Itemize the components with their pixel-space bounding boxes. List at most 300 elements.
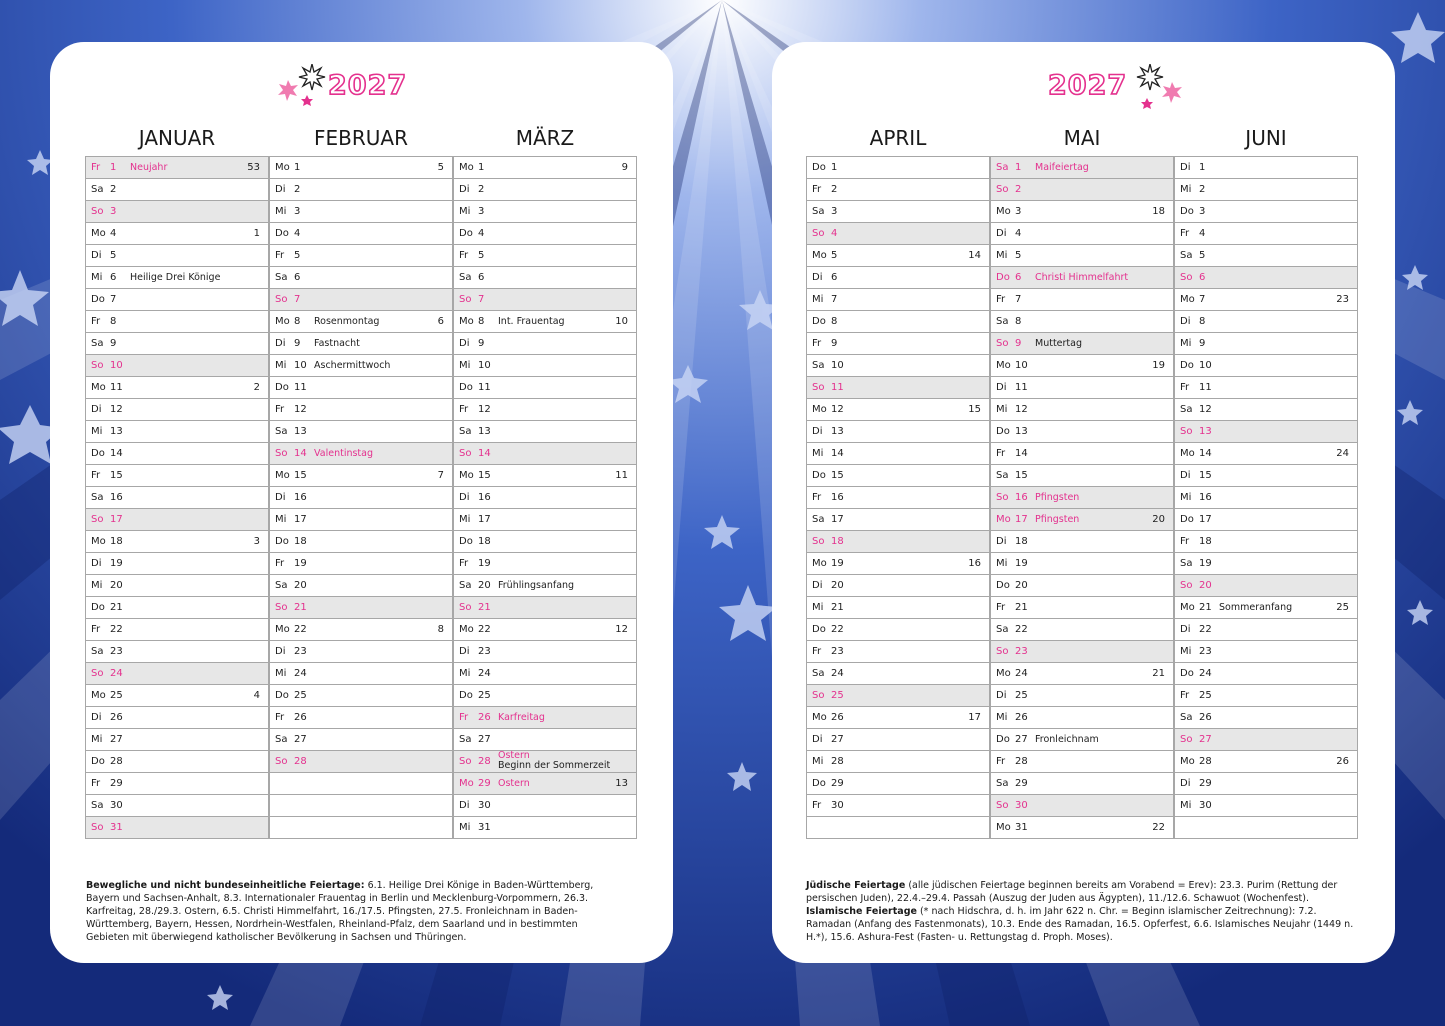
day-row <box>806 574 990 597</box>
day-row <box>85 332 269 355</box>
day-number: 26 <box>294 712 307 723</box>
day-row <box>85 200 269 223</box>
event-text: Karfreitag <box>498 712 545 723</box>
day-row <box>1174 288 1358 311</box>
day-row <box>990 750 1174 773</box>
day-number: 23 <box>1199 646 1212 657</box>
empty-row <box>1174 816 1358 839</box>
weekday: Mo <box>812 404 827 415</box>
weekday: Mo <box>996 360 1011 371</box>
day-row <box>453 530 637 553</box>
week-number: 18 <box>1152 206 1165 217</box>
week-number: 3 <box>253 536 260 547</box>
day-row <box>85 266 269 289</box>
footnote-islamic-text: (* nach Hidschra, d. h. im Jahr 622 n. Chr. = Beginn islamischer Zeitrechnung): 7.2. Ramadan (Anfang des Fastenmonats), 10.3. Ende des Ramadan, 16.5. Opferfest, 6.6. Islamisches Neujahr (1449 n. H.*), 15.6. Ashura-Fest (Fasten- u. Rettungstag d. Proph. Moses). <box>806 906 1354 943</box>
weekday: Do <box>275 382 289 393</box>
day-number: 30 <box>1199 800 1212 811</box>
week-number: 6 <box>437 316 444 327</box>
weekday: Mi <box>459 514 471 525</box>
weekday: Sa <box>91 338 104 349</box>
week-number: 13 <box>615 778 628 789</box>
day-number: 25 <box>294 690 307 701</box>
weekday: Fr <box>275 712 285 723</box>
empty-row <box>269 772 453 795</box>
weekday: Fr <box>91 624 101 635</box>
day-row <box>85 398 269 421</box>
day-row <box>269 442 453 465</box>
day-number: 15 <box>1199 470 1212 481</box>
day-number: 23 <box>1015 646 1028 657</box>
weekday: Mi <box>1180 646 1192 657</box>
day-row <box>269 156 453 179</box>
weekday: Mo <box>91 690 106 701</box>
day-row <box>990 530 1174 553</box>
day-row <box>806 222 990 245</box>
event-text: Int. Frauentag <box>498 316 565 327</box>
event-text: Valentinstag <box>314 448 373 459</box>
day-row <box>85 772 269 795</box>
day-number: 28 <box>294 756 307 767</box>
weekday: Di <box>1180 316 1191 327</box>
day-number: 29 <box>478 778 491 789</box>
weekday: So <box>91 206 104 217</box>
day-row <box>85 728 269 751</box>
day-row <box>806 376 990 399</box>
weekday: Mo <box>1180 602 1195 613</box>
weekday: Sa <box>1180 558 1193 569</box>
day-number: 16 <box>110 492 123 503</box>
day-row <box>85 244 269 267</box>
star-decoration-icon <box>1132 64 1190 112</box>
day-number: 8 <box>831 316 838 327</box>
day-row <box>453 794 637 817</box>
day-row <box>453 772 637 795</box>
week-number: 1 <box>253 228 260 239</box>
day-number: 16 <box>831 492 844 503</box>
day-row <box>269 684 453 707</box>
day-number: 27 <box>110 734 123 745</box>
day-number: 7 <box>1015 294 1022 305</box>
day-row <box>990 728 1174 751</box>
day-row <box>990 706 1174 729</box>
day-row <box>990 200 1174 223</box>
day-row <box>990 266 1174 289</box>
day-number: 30 <box>110 800 123 811</box>
weekday: Do <box>1180 360 1194 371</box>
weekday: Fr <box>1180 690 1190 701</box>
empty-row <box>269 794 453 817</box>
day-number: 6 <box>478 272 485 283</box>
weekday: So <box>812 690 825 701</box>
day-number: 13 <box>1199 426 1212 437</box>
day-number: 29 <box>831 778 844 789</box>
calendar-page-left <box>50 42 673 963</box>
weekday: So <box>1180 426 1193 437</box>
weekday: Do <box>812 778 826 789</box>
weekday: Do <box>275 228 289 239</box>
week-number: 19 <box>1152 360 1165 371</box>
weekday: Sa <box>996 470 1009 481</box>
day-number: 24 <box>478 668 491 679</box>
weekday: So <box>996 800 1009 811</box>
month-title: APRIL <box>869 126 927 150</box>
day-row <box>1174 200 1358 223</box>
day-number: 1 <box>1015 162 1022 173</box>
weekday: Fr <box>996 294 1006 305</box>
footnote-jewish-title: Jüdische Feiertage <box>806 880 906 891</box>
weekday: Sa <box>91 800 104 811</box>
weekday: Mi <box>91 272 103 283</box>
weekday: Mo <box>91 536 106 547</box>
day-number: 12 <box>1199 404 1212 415</box>
weekday: So <box>91 360 104 371</box>
day-number: 4 <box>294 228 301 239</box>
weekday: Fr <box>459 558 469 569</box>
day-row <box>1174 596 1358 619</box>
day-number: 3 <box>1015 206 1022 217</box>
week-number: 10 <box>615 316 628 327</box>
day-row <box>1174 398 1358 421</box>
weekday: Do <box>459 536 473 547</box>
week-number: 22 <box>1152 822 1165 833</box>
day-number: 6 <box>831 272 838 283</box>
week-number: 23 <box>1336 294 1349 305</box>
weekday: Fr <box>275 558 285 569</box>
day-row <box>85 442 269 465</box>
weekday: Sa <box>91 646 104 657</box>
month-column <box>990 157 1174 839</box>
week-number: 8 <box>437 624 444 635</box>
event-label <box>130 162 167 173</box>
day-row <box>1174 332 1358 355</box>
weekday: So <box>275 602 288 613</box>
weekday: Fr <box>812 800 822 811</box>
event-text: Sommeranfang <box>1219 602 1293 613</box>
day-row <box>85 618 269 641</box>
month-title: JUNI <box>1245 126 1287 150</box>
weekday: Fr <box>91 316 101 327</box>
day-number: 15 <box>478 470 491 481</box>
day-number: 1 <box>1199 162 1206 173</box>
weekday: Di <box>996 228 1007 239</box>
day-row <box>269 508 453 531</box>
weekday: Fr <box>91 470 101 481</box>
day-row <box>453 508 637 531</box>
weekday: Do <box>996 272 1010 283</box>
weekday: Sa <box>459 426 472 437</box>
weekday: Mi <box>459 360 471 371</box>
week-number: 16 <box>968 558 981 569</box>
weekday: Mo <box>459 470 474 481</box>
day-number: 28 <box>1015 756 1028 767</box>
weekday: Di <box>996 536 1007 547</box>
weekday: Di <box>275 646 286 657</box>
day-number: 22 <box>1015 624 1028 635</box>
weekday: Mi <box>91 426 103 437</box>
day-number: 30 <box>1015 800 1028 811</box>
weekday: Di <box>91 712 102 723</box>
day-row <box>269 420 453 443</box>
weekday: Fr <box>459 404 469 415</box>
day-row <box>269 552 453 575</box>
day-row <box>453 728 637 751</box>
day-number: 16 <box>294 492 307 503</box>
weekday: Fr <box>812 492 822 503</box>
day-row <box>269 530 453 553</box>
weekday: Mo <box>1180 756 1195 767</box>
day-row <box>269 706 453 729</box>
weekday: Sa <box>1180 404 1193 415</box>
day-row <box>990 332 1174 355</box>
day-row <box>85 376 269 399</box>
weekday: So <box>996 184 1009 195</box>
weekday: Sa <box>812 668 825 679</box>
day-number: 11 <box>1015 382 1028 393</box>
event-label <box>1035 272 1128 283</box>
day-row <box>990 508 1174 531</box>
day-number: 4 <box>110 228 117 239</box>
weekday: Di <box>275 338 286 349</box>
day-row <box>990 442 1174 465</box>
star-decoration-icon <box>272 64 330 112</box>
day-number: 18 <box>294 536 307 547</box>
day-number: 4 <box>831 228 838 239</box>
day-number: 5 <box>294 250 301 261</box>
day-number: 20 <box>110 580 123 591</box>
day-row <box>85 816 269 839</box>
weekday: Mi <box>996 250 1008 261</box>
day-number: 10 <box>294 360 307 371</box>
month-title: FEBRUAR <box>314 126 408 150</box>
event-label <box>314 448 373 459</box>
weekday: So <box>91 822 104 833</box>
weekday: Do <box>459 228 473 239</box>
day-number: 23 <box>831 646 844 657</box>
day-number: 24 <box>294 668 307 679</box>
day-number: 20 <box>1199 580 1212 591</box>
weekday: Do <box>1180 668 1194 679</box>
day-row <box>453 706 637 729</box>
weekday: Mi <box>996 404 1008 415</box>
day-row <box>85 178 269 201</box>
day-row <box>990 662 1174 685</box>
weekday: Di <box>275 492 286 503</box>
day-number: 16 <box>478 492 491 503</box>
day-row <box>806 684 990 707</box>
day-row <box>269 574 453 597</box>
day-number: 13 <box>478 426 491 437</box>
day-number: 27 <box>1015 734 1028 745</box>
day-number: 31 <box>1015 822 1028 833</box>
event-text: Fronleichnam <box>1035 734 1099 745</box>
day-number: 27 <box>294 734 307 745</box>
weekday: Di <box>812 426 823 437</box>
weekday: Do <box>812 470 826 481</box>
event-text: Ostern <box>498 750 530 761</box>
day-row <box>1174 728 1358 751</box>
day-row <box>85 750 269 773</box>
day-row <box>453 178 637 201</box>
day-row <box>1174 706 1358 729</box>
day-number: 17 <box>110 514 123 525</box>
weekday: So <box>1180 580 1193 591</box>
day-number: 17 <box>1199 514 1212 525</box>
day-row <box>806 156 990 179</box>
weekday: Fr <box>1180 228 1190 239</box>
day-number: 7 <box>294 294 301 305</box>
day-number: 21 <box>1199 602 1212 613</box>
day-number: 13 <box>831 426 844 437</box>
day-row <box>269 310 453 333</box>
weekday: Mo <box>91 382 106 393</box>
day-number: 15 <box>1015 470 1028 481</box>
day-number: 17 <box>831 514 844 525</box>
week-number: 11 <box>615 470 628 481</box>
weekday: Mi <box>1180 800 1192 811</box>
day-row <box>85 706 269 729</box>
weekday: Fr <box>812 646 822 657</box>
day-row <box>453 662 637 685</box>
day-number: 29 <box>110 778 123 789</box>
day-row <box>85 354 269 377</box>
weekday: Di <box>812 580 823 591</box>
day-number: 17 <box>478 514 491 525</box>
month-column <box>85 157 269 839</box>
weekday: Di <box>812 272 823 283</box>
day-number: 8 <box>294 316 301 327</box>
month-column <box>453 157 637 839</box>
day-row <box>269 332 453 355</box>
weekday: Mi <box>812 602 824 613</box>
event-text: Pfingsten <box>1035 492 1080 503</box>
event-label <box>498 316 565 327</box>
day-row <box>85 310 269 333</box>
weekday: Sa <box>1180 712 1193 723</box>
weekday: So <box>1180 734 1193 745</box>
weekday: Sa <box>812 360 825 371</box>
day-row <box>806 442 990 465</box>
weekday: Mo <box>996 668 1011 679</box>
day-row <box>806 596 990 619</box>
weekday: Mo <box>996 514 1011 525</box>
day-number: 7 <box>831 294 838 305</box>
year-label: 2027 <box>328 70 408 101</box>
day-number: 6 <box>1015 272 1022 283</box>
weekday: Mi <box>996 712 1008 723</box>
weekday: Mi <box>91 580 103 591</box>
day-row <box>806 750 990 773</box>
weekday: So <box>459 448 472 459</box>
day-number: 29 <box>1199 778 1212 789</box>
weekday: Do <box>1180 206 1194 217</box>
day-number: 15 <box>110 470 123 481</box>
weekday: Mi <box>275 360 287 371</box>
day-number: 6 <box>294 272 301 283</box>
day-row <box>990 222 1174 245</box>
weekday: Di <box>1180 778 1191 789</box>
day-number: 1 <box>831 162 838 173</box>
event-label <box>1035 492 1079 503</box>
day-number: 11 <box>110 382 123 393</box>
empty-row <box>269 816 453 839</box>
day-number: 7 <box>1199 294 1206 305</box>
day-row <box>453 332 637 355</box>
event-label <box>314 316 379 327</box>
day-row <box>806 244 990 267</box>
day-row <box>806 530 990 553</box>
weekday: Do <box>91 602 105 613</box>
day-row <box>453 244 637 267</box>
weekday: So <box>91 668 104 679</box>
event-text: Aschermittwoch <box>314 360 391 371</box>
weekday: Mi <box>275 668 287 679</box>
day-number: 27 <box>1199 734 1212 745</box>
day-number: 22 <box>478 624 491 635</box>
week-number: 53 <box>247 162 260 173</box>
weekday: Sa <box>996 624 1009 635</box>
event-label <box>1035 734 1099 745</box>
day-number: 23 <box>110 646 123 657</box>
weekday: Sa <box>91 492 104 503</box>
weekday: Mo <box>275 162 290 173</box>
weekday: Di <box>996 690 1007 701</box>
event-label <box>498 580 574 591</box>
day-row <box>990 618 1174 641</box>
day-number: 22 <box>831 624 844 635</box>
day-row <box>990 178 1174 201</box>
day-row <box>1174 354 1358 377</box>
weekday: Do <box>1180 514 1194 525</box>
event-text-secondary: Beginn der Sommerzeit <box>498 760 611 771</box>
day-number: 17 <box>294 514 307 525</box>
weekday: Mo <box>275 470 290 481</box>
day-row <box>269 662 453 685</box>
day-number: 28 <box>110 756 123 767</box>
day-row <box>990 552 1174 575</box>
empty-row <box>806 816 990 839</box>
day-number: 8 <box>478 316 485 327</box>
day-row <box>990 156 1174 179</box>
day-row <box>85 288 269 311</box>
day-row <box>269 596 453 619</box>
weekday: Sa <box>812 206 825 217</box>
day-row <box>1174 464 1358 487</box>
day-number: 24 <box>831 668 844 679</box>
day-number: 20 <box>478 580 491 591</box>
day-number: 6 <box>110 272 117 283</box>
day-row <box>269 464 453 487</box>
weekday: Sa <box>275 734 288 745</box>
day-row <box>453 288 637 311</box>
weekday: Mo <box>91 228 106 239</box>
day-row <box>806 178 990 201</box>
weekday: Mo <box>996 822 1011 833</box>
footnote-left <box>86 879 606 944</box>
day-number: 25 <box>1015 690 1028 701</box>
day-row <box>453 596 637 619</box>
week-number: 17 <box>968 712 981 723</box>
day-row <box>806 288 990 311</box>
event-label <box>1035 338 1082 349</box>
day-number: 4 <box>1015 228 1022 239</box>
month-column <box>806 157 990 839</box>
day-number: 28 <box>478 756 491 767</box>
weekday: Mo <box>459 162 474 173</box>
day-row <box>1174 178 1358 201</box>
day-number: 31 <box>478 822 491 833</box>
day-number: 8 <box>110 316 117 327</box>
day-row <box>453 310 637 333</box>
